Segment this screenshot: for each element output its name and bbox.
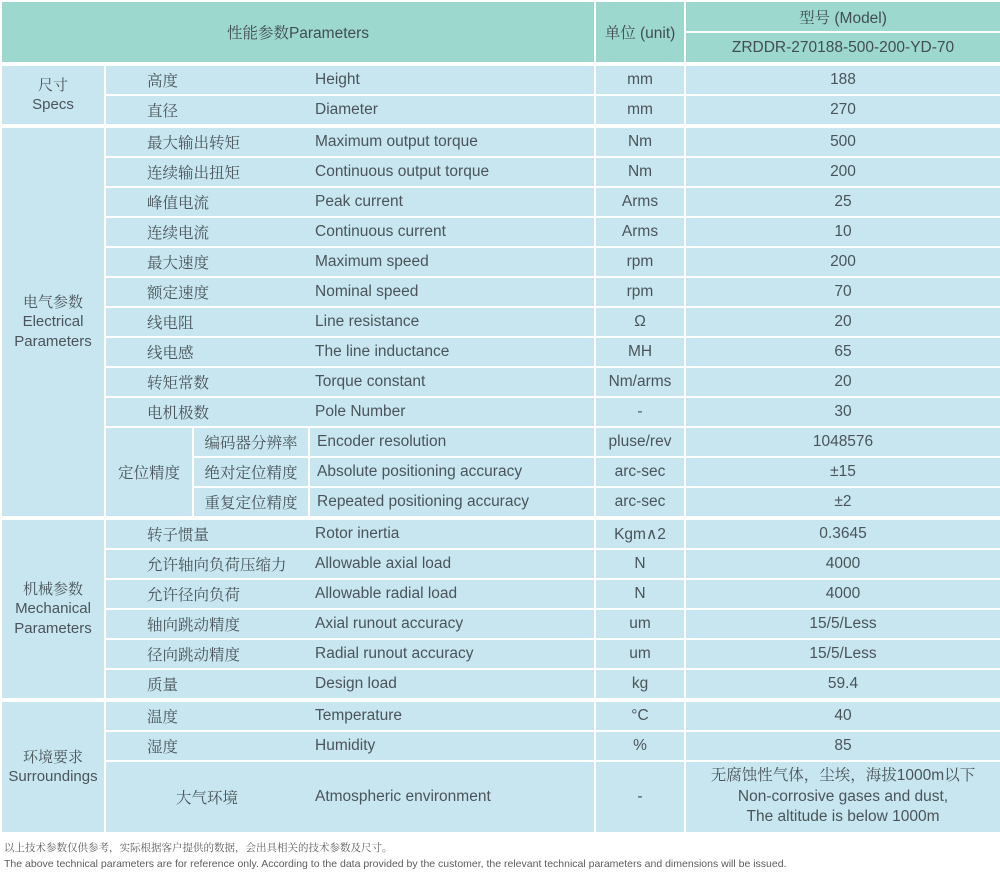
unit-cell: Nm — [595, 126, 685, 157]
value-line: ±2 — [834, 492, 852, 510]
category-line: Parameters — [14, 332, 92, 350]
value-line: 500 — [830, 132, 856, 150]
value-cell — [685, 217, 1000, 247]
param-name-zh: 连续输出扭矩 — [147, 165, 241, 182]
param-name-zh: 大气环境 — [175, 790, 238, 807]
unit-cell: arc-sec — [595, 457, 685, 487]
value-line: 200 — [830, 162, 856, 180]
unit-cell: Nm — [595, 157, 685, 187]
value-cell — [685, 157, 1000, 187]
value-line: 20 — [834, 312, 852, 330]
table-row — [1, 700, 1000, 731]
param-name-en: The line inductance — [315, 343, 450, 360]
footnote-en: The above technical parameters are for reference only. According to the data provided by the customer, the relevant technical parameters and dimensions will be issued. — [4, 858, 787, 871]
unit-cell: pluse/rev — [595, 427, 685, 457]
value-line: 4000 — [825, 584, 861, 602]
table-row — [1, 95, 1000, 126]
category-line: Specs — [32, 96, 74, 113]
table-row — [1, 187, 1000, 217]
value-cell — [685, 95, 1000, 126]
param-name-zh: 编码器分辨率 — [193, 427, 309, 457]
param-name-en: Continuous current — [315, 223, 446, 240]
category-cell — [1, 700, 105, 833]
value-line: 4000 — [825, 554, 861, 572]
param-name-cell — [105, 579, 595, 609]
value-cell — [685, 427, 1000, 457]
unit-cell: rpm — [595, 277, 685, 307]
table-row — [1, 639, 1000, 669]
header-parameters: 性能参数Parameters — [1, 1, 595, 64]
value-cell — [685, 518, 1000, 549]
value-cell — [685, 609, 1000, 639]
value-cell — [685, 579, 1000, 609]
param-name-zh: 湿度 — [147, 739, 179, 756]
param-name-zh: 线电阻 — [147, 315, 194, 332]
value-line: 25 — [834, 192, 852, 210]
param-name-en: Torque constant — [315, 373, 426, 390]
table-row — [1, 64, 1000, 95]
unit-cell: arc-sec — [595, 487, 685, 518]
unit-cell: mm — [595, 64, 685, 95]
table-row — [1, 217, 1000, 247]
value-cell — [685, 187, 1000, 217]
param-name-zh: 允许径向负荷 — [147, 587, 241, 604]
value-line: 20 — [834, 372, 852, 390]
param-name-cell — [105, 518, 595, 549]
param-name-cell — [105, 700, 595, 731]
footnote-zh: 以上技术参数仅供参考，实际根据客户提供的数据，会出具相关的技术参数及尺寸。 — [4, 842, 393, 854]
value-line: 10 — [834, 222, 852, 240]
param-name-en: Continuous output torque — [315, 163, 490, 180]
param-name-en: Diameter — [315, 101, 378, 118]
unit-cell: °C — [595, 700, 685, 731]
unit-cell: - — [595, 397, 685, 427]
param-name-cell — [105, 126, 595, 157]
param-name-zh: 电机极数 — [147, 405, 210, 422]
value-line: 85 — [834, 736, 852, 754]
param-name-zh: 绝对定位精度 — [193, 457, 309, 487]
table-row — [1, 247, 1000, 277]
param-name-zh: 线电感 — [147, 345, 194, 362]
param-name-en: Allowable axial load — [315, 555, 452, 572]
value-cell — [685, 761, 1000, 833]
param-name-zh: 最大输出转矩 — [147, 135, 241, 152]
table-row — [1, 518, 1000, 549]
table-row — [1, 307, 1000, 337]
unit-cell: Arms — [595, 217, 685, 247]
param-name-cell — [105, 277, 595, 307]
value-line: The altitude is below 1000m — [746, 808, 940, 826]
unit-cell: kg — [595, 669, 685, 700]
value-line: 1048576 — [812, 432, 874, 450]
table-row — [1, 609, 1000, 639]
param-name-en: Encoder resolution — [309, 427, 595, 457]
table-row — [1, 669, 1000, 700]
param-name-en: Maximum output torque — [315, 133, 478, 150]
category-line: 尺寸 — [37, 76, 68, 94]
param-name-cell — [105, 367, 595, 397]
param-name-en: Atmospheric environment — [315, 788, 491, 805]
unit-cell: % — [595, 731, 685, 761]
header-unit: 单位 (unit) — [595, 1, 685, 64]
value-line: 70 — [834, 282, 852, 300]
table-row — [1, 549, 1000, 579]
param-name-cell — [105, 247, 595, 277]
param-name-en: Repeated positioning accuracy — [309, 487, 595, 518]
param-name-zh: 额定速度 — [147, 285, 210, 302]
param-name-en: Allowable radial load — [315, 585, 458, 602]
table-row — [1, 367, 1000, 397]
value-cell — [685, 126, 1000, 157]
table-header — [1, 1, 1000, 64]
param-name-zh: 径向跳动精度 — [147, 647, 241, 664]
header-model-label: 型号 (Model) — [685, 1, 1000, 32]
param-name-zh: 转矩常数 — [147, 375, 210, 392]
category-cell — [1, 518, 105, 700]
value-cell — [685, 669, 1000, 700]
header-model-value: ZRDDR-270188-500-200-YD-70 — [685, 32, 1000, 64]
value-line: ±15 — [830, 462, 856, 480]
value-line: 15/5/Less — [809, 614, 877, 632]
param-name-zh: 最大速度 — [147, 255, 210, 272]
value-cell — [685, 700, 1000, 731]
param-name-cell — [105, 609, 595, 639]
param-name-en: Nominal speed — [315, 283, 419, 300]
value-line: 200 — [830, 252, 856, 270]
param-name-en: Absolute positioning accuracy — [309, 457, 595, 487]
value-cell — [685, 307, 1000, 337]
param-name-zh: 质量 — [147, 677, 179, 694]
param-name-cell — [105, 639, 595, 669]
value-cell — [685, 639, 1000, 669]
param-name-zh: 连续电流 — [147, 225, 210, 242]
category-cell — [1, 126, 105, 518]
table-row — [1, 397, 1000, 427]
unit-cell: um — [595, 609, 685, 639]
param-name-en: Line resistance — [315, 313, 420, 330]
unit-cell: mm — [595, 95, 685, 126]
table-row — [1, 579, 1000, 609]
value-cell — [685, 487, 1000, 518]
param-name-en: Radial runout accuracy — [315, 645, 474, 662]
category-cell — [1, 64, 105, 126]
category-line: 电气参数 — [22, 293, 83, 311]
footnotes — [0, 834, 1000, 877]
table-row — [1, 337, 1000, 367]
unit-cell: Kgm∧2 — [595, 518, 685, 549]
param-name-zh: 重复定位精度 — [193, 487, 309, 518]
param-name-cell — [105, 217, 595, 247]
param-name-cell — [105, 669, 595, 700]
unit-cell: Nm/arms — [595, 367, 685, 397]
param-name-en: Pole Number — [315, 403, 406, 420]
param-name-cell — [105, 187, 595, 217]
param-name-en: Humidity — [315, 737, 376, 754]
table-body — [1, 64, 1000, 833]
table-row — [1, 157, 1000, 187]
category-line: 环境要求 — [22, 748, 83, 766]
param-name-zh: 直径 — [147, 103, 179, 120]
unit-cell: Arms — [595, 187, 685, 217]
value-cell — [685, 247, 1000, 277]
unit-cell: N — [595, 549, 685, 579]
unit-cell: um — [595, 639, 685, 669]
category-line: Parameters — [14, 619, 92, 637]
value-line: 40 — [834, 706, 852, 724]
unit-cell: rpm — [595, 247, 685, 277]
value-cell — [685, 367, 1000, 397]
value-cell — [685, 64, 1000, 95]
unit-cell: N — [595, 579, 685, 609]
param-name-cell — [105, 307, 595, 337]
value-cell — [685, 731, 1000, 761]
param-name-cell — [105, 761, 595, 833]
value-line: 270 — [830, 100, 856, 118]
param-name-cell — [105, 731, 595, 761]
value-cell — [685, 457, 1000, 487]
category-line: 机械参数 — [22, 580, 83, 598]
param-name-cell — [105, 549, 595, 579]
param-name-cell — [105, 397, 595, 427]
param-name-zh: 允许轴向负荷压缩力 — [147, 557, 287, 574]
unit-cell: - — [595, 761, 685, 833]
value-cell — [685, 397, 1000, 427]
unit-cell: Ω — [595, 307, 685, 337]
value-line: 65 — [834, 342, 852, 360]
param-name-zh: 转子惯量 — [147, 527, 210, 544]
value-line: 59.4 — [827, 674, 859, 692]
value-cell — [685, 277, 1000, 307]
value-line: 30 — [834, 402, 852, 420]
table-row — [1, 761, 1000, 833]
param-name-en: Design load — [315, 675, 397, 692]
param-name-cell — [105, 337, 595, 367]
table-row — [1, 126, 1000, 157]
category-line: Mechanical — [15, 600, 91, 618]
value-line: 15/5/Less — [809, 644, 877, 662]
value-line: Non-corrosive gases and dust, — [737, 787, 949, 805]
table-row — [1, 277, 1000, 307]
param-name-en: Peak current — [315, 193, 403, 210]
table-row — [1, 427, 1000, 457]
value-line: 0.3645 — [819, 524, 867, 542]
param-name-en: Temperature — [315, 707, 403, 724]
value-cell — [685, 337, 1000, 367]
param-name-en: Maximum speed — [315, 253, 429, 270]
param-name-cell — [105, 157, 595, 187]
param-name-cell — [105, 64, 595, 95]
param-name-cell — [105, 95, 595, 126]
unit-cell: MH — [595, 337, 685, 367]
value-line: 无腐蚀性气体，尘埃，海拔1000m以下 — [710, 766, 976, 784]
param-name-zh: 轴向跳动精度 — [147, 617, 241, 634]
value-cell — [685, 549, 1000, 579]
param-name-zh: 高度 — [147, 73, 179, 90]
value-line: 188 — [830, 70, 856, 88]
group-label-cell: 定位精度 — [105, 427, 193, 518]
table-row — [1, 731, 1000, 761]
param-name-en: Rotor inertia — [315, 525, 400, 542]
param-name-en: Height — [315, 71, 360, 88]
category-line: Electrical — [22, 313, 84, 331]
category-line: Surroundings — [8, 768, 98, 785]
param-name-zh: 温度 — [147, 709, 179, 726]
param-name-en: Axial runout accuracy — [315, 615, 464, 632]
param-name-zh: 峰值电流 — [147, 195, 210, 212]
